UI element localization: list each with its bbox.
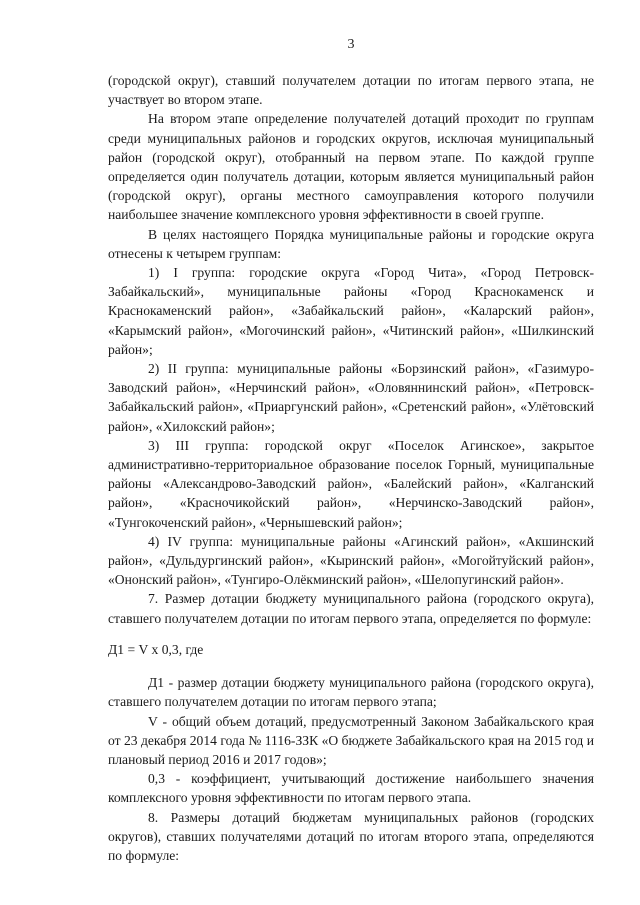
- paragraph-groups-intro: В целях настоящего Порядка муниципальные районы и городские округа отнесены к четырем группам:: [108, 226, 594, 261]
- list-item-group-3: 3) III группа: городской округ «Поселок Агинское», закрытое административно-территориальное образование поселок Горный, муниципальные районы «Александрово-Заводский район», «Балейский район», «Калганский район», «Красночикойский район», «Нерчинско-Заводский район», «Тунгокоченский район», «Чернышевский район»;: [108, 437, 594, 530]
- document-body: [108, 71, 594, 865]
- paragraph-item-7: 7. Размер дотации бюджету муниципального района (городского округа), ставшего получателем дотации по итогам первого этапа, определяется по формуле:: [108, 591, 594, 626]
- list-item-group-2: 2) II группа: муниципальные районы «Борзинский район», «Газимуро-Заводский район», «Нерчинский район», «Оловяннинский район», «Петровск-Забайкальский район», «Приаргунский район», «Сретенский район», «Улётовский район», «Хилокский район»;: [108, 361, 594, 434]
- definition-d1: Д1 - размер дотации бюджету муниципального района (городского округа), ставшего получателем дотации по итогам первого этапа;: [108, 675, 594, 710]
- formula: Д1 = V x 0,3, где: [108, 641, 204, 657]
- paragraph-continuation: (городской округ), ставший получателем дотации по итогам первого этапа, не участвует во втором этапе.: [108, 73, 594, 108]
- definition-v: V - общий объем дотаций, предусмотренный Законом Забайкальского края от 23 декабря 2014 года № 1116-ЗЗК «О бюджете Забайкальского края на 2015 год и плановый период 2016 и 2017 годов»;: [108, 713, 594, 767]
- list-item-group-1: 1) I группа: городские округа «Город Чита», «Город Петровск-Забайкальский», муниципальные районы «Город Краснокаменск и Краснокаменский район», «Забайкальский район», «Каларский район», «Карымский район», «Могочинский район», «Читинский район», «Шилкинский район»;: [108, 265, 594, 357]
- page-number: 3: [347, 37, 355, 52]
- list-item-group-4: 4) IV группа: муниципальные районы «Агинский район», «Акшинский район», «Дульдургинский район», «Кыринский район», «Могойтуйский район», «Ононский район», «Тунгиро-Олёкминский район», «Шелопугинский район».: [108, 533, 594, 588]
- paragraph-second-stage: На втором этапе определение получателей дотаций проходит по группам среди муниципальных районов и городских округов, исключая муниципальный район (городской округ), отобранный на первом этапе. По каждой группе определяется один получатель дотации, которым является муниципальный район (городской округ), органы местного самоуправления которого получили наибольшее значение комплексного уровня эффективности в своей группе.: [108, 111, 594, 223]
- definition-coefficient: 0,3 - коэффициент, учитывающий достижение наибольшего значения комплексного уровня эффективности по итогам первого этапа.: [108, 771, 594, 806]
- paragraph-item-8: 8. Размеры дотаций бюджетам муниципальных районов (городских округов), ставших получателями дотаций по итогам второго этапа, определяются по формуле:: [108, 809, 594, 863]
